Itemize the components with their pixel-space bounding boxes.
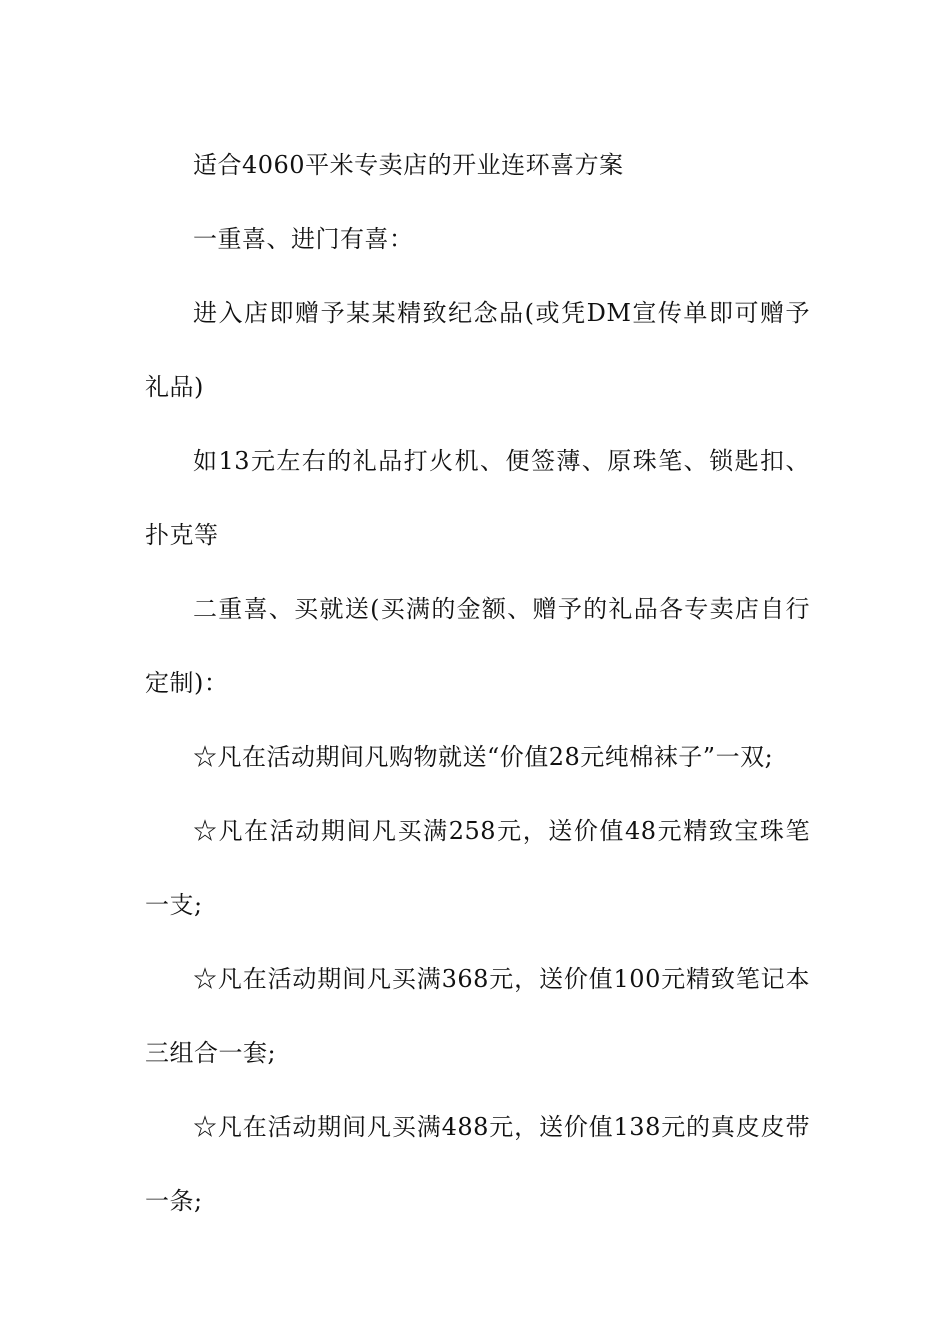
document-body [145, 128, 810, 1238]
paragraph-gift-examples: 如13元左右的礼品打火机、便签薄、原珠笔、锁匙扣、扑克等 [145, 447, 810, 549]
offer-item-pen: ☆凡在活动期间凡买满258元，送价值48元精致宝珠笔一支; [145, 817, 810, 919]
offer-item-socks: ☆凡在活动期间凡购物就送“价值28元纯棉袜子”一双; [193, 743, 774, 771]
section-heading-first-gift: 一重喜、进门有喜： [193, 225, 414, 253]
document-title: 适合4060平米专卖店的开业连环喜方案 [193, 151, 624, 179]
paragraph-entry-gift: 进入店即赠予某某精致纪念品(或凭DM宣传单即可赠予礼品) [145, 299, 810, 401]
section-heading-second-gift: 二重喜、买就送(买满的金额、赠予的礼品各专卖店自行定制)： [145, 595, 810, 697]
offer-item-notebook: ☆凡在活动期间凡买满368元，送价值100元精致笔记本三组合一套; [145, 965, 810, 1067]
offer-item-belt: ☆凡在活动期间凡买满488元，送价值138元的真皮皮带一条; [145, 1113, 810, 1215]
